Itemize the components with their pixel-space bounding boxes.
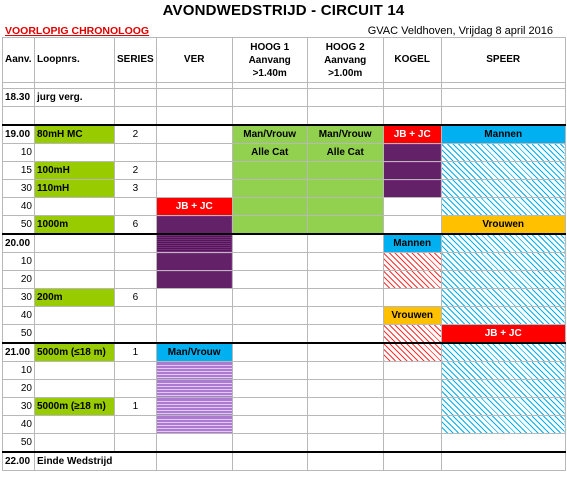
series-cell: 2 [115,125,157,144]
series-cell: 6 [115,289,157,307]
time-cell: 20.00 [3,234,35,253]
speer-cell: JB + JC [441,325,565,344]
table-row [3,216,566,235]
venue-date: GVAC Veldhoven, Vrijdag 8 april 2016 [367,25,553,37]
event-cell: 80mH MC [35,125,115,144]
table-row [3,125,566,144]
time-cell: 40 [3,198,35,216]
time-cell: 20 [3,380,35,398]
table-row [3,434,566,453]
hoog2-line1: HOOG 2 [325,41,365,53]
series-cell: 6 [115,216,157,235]
time-cell: 50 [3,434,35,453]
speer-block [441,144,565,162]
col-kogel: KOGEL [383,38,441,83]
table-row [3,271,566,289]
page-title: AVONDWEDSTRIJD - CIRCUIT 14 [162,2,405,19]
series-cell: 2 [115,162,157,180]
hoog1-line2: Aanvang [248,54,291,66]
event-cell: 110mH [35,180,115,198]
time-cell: 18.30 [3,89,35,107]
event-cell: 1000m [35,216,115,235]
col-ver: VER [156,38,232,83]
event-cell: 100mH [35,162,115,180]
series-cell: 3 [115,180,157,198]
col-series: SERIES [115,38,157,83]
table-row [3,325,566,344]
col-loopnrs: Loopnrs. [35,38,115,83]
ver-cell: Man/Vrouw [156,343,232,362]
series-cell: 1 [115,398,157,416]
event-cell: 5000m (≥18 m) [35,398,115,416]
table-row [3,398,566,416]
event-cell: jurg verg. [35,89,115,107]
table-row [3,343,566,362]
col-hoog2 [307,38,383,83]
table-row [3,416,566,434]
table-row [3,107,566,126]
hoog2-line2: Aanvang [324,54,367,66]
time-cell: 30 [3,180,35,198]
hoog1-cell: Man/Vrouw [232,125,307,144]
time-cell: 50 [3,325,35,344]
speer-cell: Vrouwen [441,216,565,235]
table-row [3,452,566,471]
table-row [3,144,566,162]
kogel-cell: Vrouwen [383,307,441,325]
time-cell: 10 [3,144,35,162]
table-row [3,89,566,107]
time-cell: 22.00 [3,452,35,471]
event-cell: Einde Wedstrijd [35,452,157,471]
col-aanv: Aanv. [3,38,35,83]
kogel-cell: JB + JC [383,125,441,144]
hoog1-line3: >1.40m [252,67,287,79]
kogel-cell: Mannen [383,234,441,253]
time-cell: 40 [3,307,35,325]
time-cell: 10 [3,362,35,380]
time-cell: 30 [3,398,35,416]
time-cell: 20 [3,271,35,289]
table-row [3,253,566,271]
event-cell: 5000m (≤18 m) [35,343,115,362]
time-cell: 10 [3,253,35,271]
hoog1-cell: Alle Cat [232,144,307,162]
kogel-block [383,144,441,162]
schedule-table [2,37,566,471]
header-row [3,38,566,83]
table-row [3,162,566,180]
chronology-label: VOORLOPIG CHRONOLOOG [5,25,150,37]
table-row [3,289,566,307]
table-row [3,362,566,380]
hoog2-cell: Alle Cat [307,144,383,162]
ver-cell: JB + JC [156,198,232,216]
speer-cell: Mannen [441,125,565,144]
table-row [3,198,566,216]
series-cell: 1 [115,343,157,362]
table-row [3,180,566,198]
table-row [3,380,566,398]
col-speer: SPEER [441,38,565,83]
table-row [3,234,566,253]
time-cell: 40 [3,416,35,434]
time-cell: 50 [3,216,35,235]
hoog2-line3: >1.00m [328,67,363,79]
event-cell: 200m [35,289,115,307]
table-row [3,307,566,325]
col-hoog1 [232,38,307,83]
time-cell: 21.00 [3,343,35,362]
hoog2-cell: Man/Vrouw [307,125,383,144]
time-cell: 19.00 [3,125,35,144]
hoog1-line1: HOOG 1 [250,41,290,53]
time-cell: 30 [3,289,35,307]
time-cell: 15 [3,162,35,180]
